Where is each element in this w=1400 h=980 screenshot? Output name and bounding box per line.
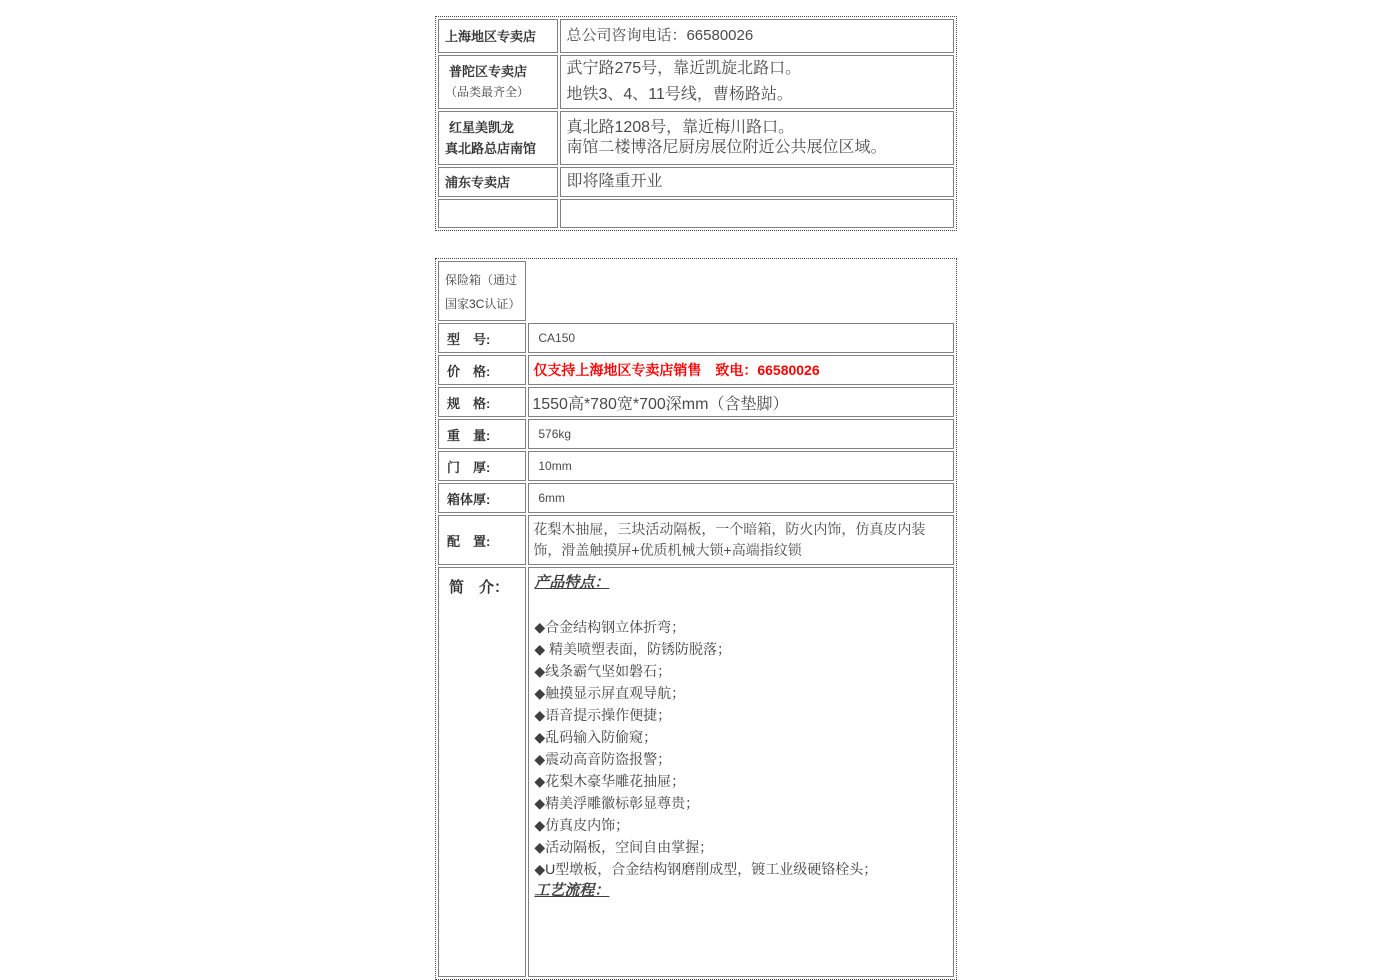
store-name-note: （品类最齐全） bbox=[445, 85, 530, 99]
spec-label-weight: 重 量: bbox=[438, 419, 526, 449]
feature-item: ◆精美浮雕徽标彰显尊贵； bbox=[534, 795, 700, 811]
spacer bbox=[534, 594, 947, 616]
feature-item: ◆ 精美喷塑表面，防锈防脱落； bbox=[534, 641, 731, 657]
store-name: 普陀区专卖店 bbox=[449, 64, 528, 79]
store-name-cell-empty bbox=[438, 199, 558, 228]
spec-value-size: 1550高*780宽*700深mm（含垫脚） bbox=[528, 387, 954, 417]
store-info-line: 总公司咨询电话：66580026 bbox=[566, 27, 754, 44]
intro-label-cell: 简 介： bbox=[438, 567, 526, 977]
store-name-cell bbox=[438, 111, 558, 165]
spec-value-weight: 576kg bbox=[528, 419, 954, 449]
store-name: 浦东专卖店 bbox=[445, 174, 511, 190]
store-name-cell bbox=[438, 167, 558, 197]
spec-label-door-thickness: 门 厚: bbox=[438, 451, 526, 481]
store-info-cell bbox=[560, 167, 954, 197]
store-locations-table bbox=[435, 16, 957, 231]
feature-item: ◆触摸显示屏直观导航； bbox=[534, 685, 686, 701]
spec-value-configuration: 花梨木抽屉，三块活动隔板，一个暗箱，防火内饰，仿真皮内装饰，滑盖触摸屏+优质机械大锁+高端指纹锁 bbox=[528, 515, 954, 565]
product-category-cell bbox=[438, 261, 526, 321]
spec-label-price: 价 格: bbox=[438, 355, 526, 385]
intro-content-cell bbox=[528, 567, 954, 977]
store-info-cell bbox=[560, 55, 954, 109]
features-heading: 产品特点： bbox=[534, 574, 610, 591]
store-name-cell bbox=[438, 19, 558, 53]
store-info-line: 即将隆重开业 bbox=[566, 173, 663, 190]
store-info-line: 真北路1208号，靠近梅川路口。 bbox=[566, 119, 795, 136]
feature-item: ◆U型墩板，合金结构钢磨削成型，镀工业级硬铬栓头； bbox=[534, 861, 878, 877]
feature-item: ◆花梨木豪华雕花抽屉； bbox=[534, 773, 686, 789]
store-name: 真北路总店南馆 bbox=[445, 141, 537, 156]
feature-item: ◆仿真皮内饰； bbox=[534, 817, 630, 833]
feature-item: ◆活动隔板，空间自由掌握； bbox=[534, 839, 714, 855]
store-info-cell bbox=[560, 19, 954, 53]
feature-item: ◆乱码输入防偷窥； bbox=[534, 729, 658, 745]
product-spec-table bbox=[435, 258, 957, 980]
process-heading: 工艺流程： bbox=[534, 882, 610, 899]
spec-value-price: 仅支持上海地区专卖店销售 致电：66580026 bbox=[528, 355, 954, 385]
feature-item: ◆语音提示操作便捷； bbox=[534, 707, 672, 723]
store-name: 上海地区专卖店 bbox=[445, 28, 537, 44]
spec-label-body-thickness: 箱体厚: bbox=[438, 483, 526, 513]
spec-value-body-thickness: 6mm bbox=[528, 483, 954, 513]
store-info-line: 地铁3、4、11号线，曹杨路站。 bbox=[566, 86, 793, 103]
spec-value-model: CA150 bbox=[528, 323, 954, 353]
feature-item: ◆合金结构钢立体折弯； bbox=[534, 619, 686, 635]
store-info-line: 武宁路275号，靠近凯旋北路口。 bbox=[566, 60, 802, 77]
store-info-line: 南馆二楼博洛尼厨房展位附近公共展位区域。 bbox=[566, 139, 887, 156]
feature-item: ◆线条霸气坚如磐石； bbox=[534, 663, 672, 679]
store-info-cell bbox=[560, 111, 954, 165]
store-info-cell-empty bbox=[560, 199, 954, 228]
store-name: 红星美凯龙 bbox=[449, 120, 515, 135]
store-name-cell bbox=[438, 55, 558, 109]
feature-item: ◆震动高音防盗报警； bbox=[534, 751, 672, 767]
page-content bbox=[435, 16, 957, 980]
product-category-label: 保险箱（通过国家3C认证） bbox=[445, 273, 521, 311]
spec-value-door-thickness: 10mm bbox=[528, 451, 954, 481]
spec-label-size: 规 格: bbox=[438, 387, 526, 417]
spec-label-model: 型 号: bbox=[438, 323, 526, 353]
spec-label-configuration: 配 置: bbox=[438, 515, 526, 565]
